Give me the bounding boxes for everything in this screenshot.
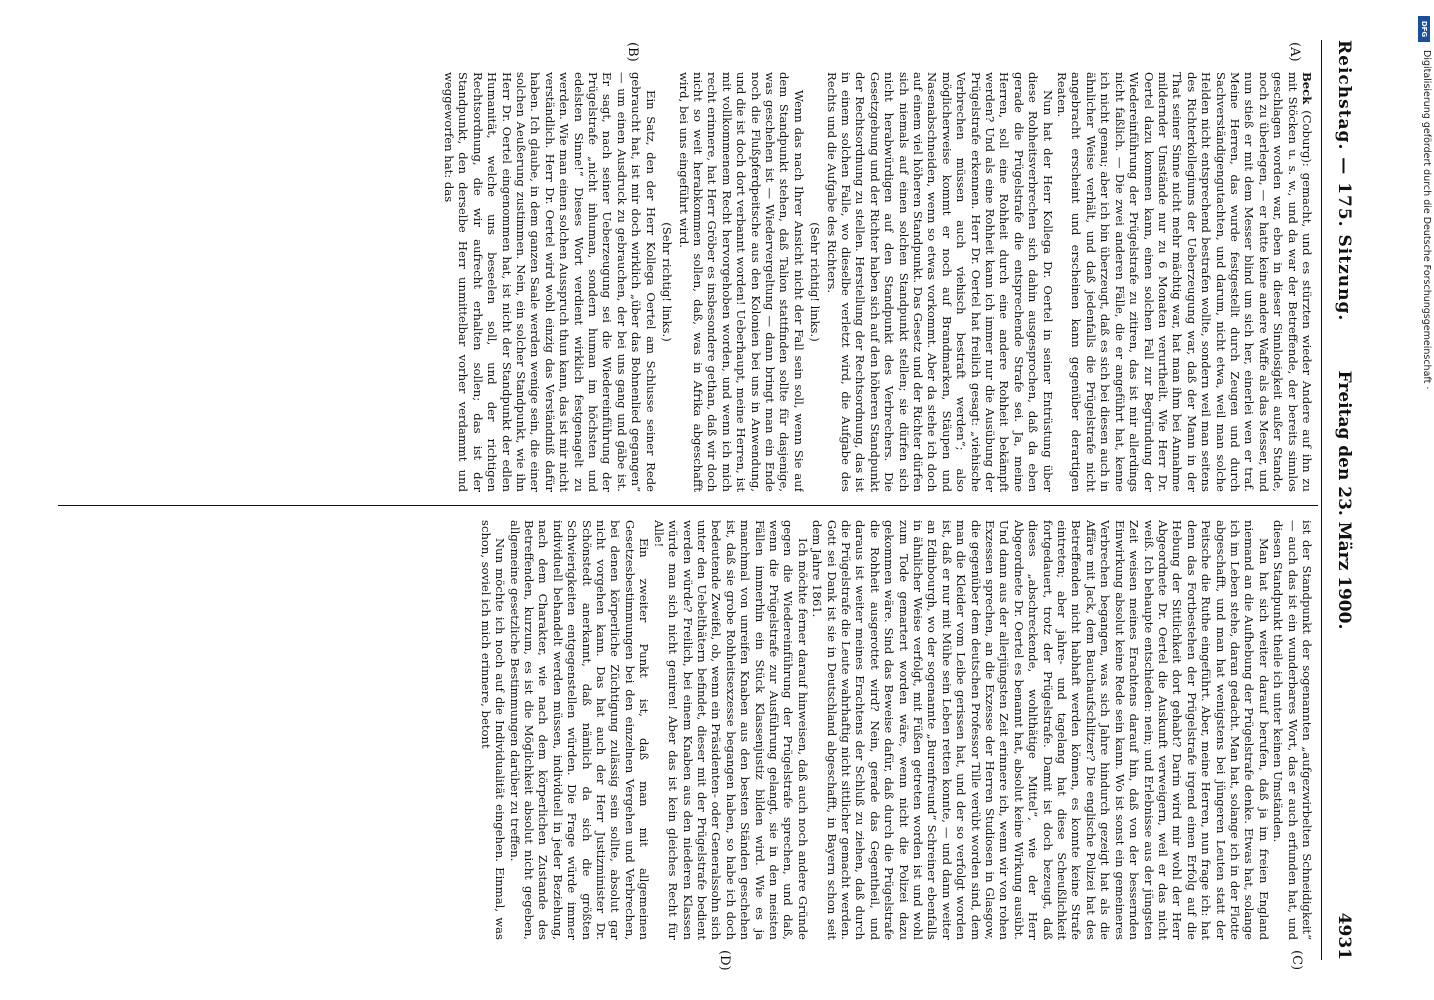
paragraph-text: gemacht, und es stürzten wieder Andere auf ihn zu mit Stöcken u. s. w., und da war der Betreffende, der bereits sinnlos geschlagen worden war, eben in dieser Sinnlosigkeit außer Stande, noch zu überlegen, — er hatte keine andere Waffe als das Messer, und nun stieß er mit dem Messer blind um sich her, einerlei wen er traf. Meine Herren, das wurde festgestellt durch Zeugen und durch Sachverständigengutachten, und darum, nicht etwa, weil man solche Helden nicht entsprechend bestrafen wollte, sondern weil man seitens des Richterkollegiums der Ueberzeugung war, daß der Mann in der That seiner Sinne nicht mehr mächtig war, hat man ihm bei Annahme mildernder Umstände nur zu 6 Monaten verurtheilt. Wie Herr Dr. Oertel dazu kommen kann, einen solchen Fall zur Begründung der Wiedereinführung der Prügelstrafe zu zitiren, das ist mir allerdings nicht faßlich. — Die zwei anderen Fälle, die er angeführt hat, kenne ich nicht genau; aber ich bin überzeugt, daß es sich bei diesen auch in ähnlicher Weise verhält, und daß jedenfalls die Prügelstrafe nicht angebracht erscheint und erscheinen kann gegenüber derartigen Reaten.	[1055, 72, 1314, 492]
column-divider	[58, 505, 1318, 506]
margin-marker-c: (C)	[1289, 950, 1304, 971]
paragraph: Ein Satz, den der Herr Kollega Oertel am Schlusse seiner Rede gebraucht hat, ist mir doch wirklich „über das Bohnenlied gegangen“ — um einen Ausdruck zu gebrauchen, der bei uns gang und gäbe ist. Er sagt, nach seiner Ueberzeugung sei die Wiedereinführung der Prügelstrafe „nicht inhuman, sondern human im höchsten und edelsten Sinne!“ Dieses Wort verdient wirklich festgenagelt zu werden. Wie man einen solchen Ausspruch thun kann, das ist mir nicht verständlich. Herr Dr. Oertel wird wohl einzig das Verständniß dafür haben. Ich glaube, in dem ganzen Saale werden wenige sein, die einer solchen Aeußerung zustimmen. Nein, ein solcher Standpunkt, wie ihn Herr Dr. Oertel eingenommen hat, ist nicht der Standpunkt der edlen Humanität, welche uns beseelen soll, und der richtigen Rechtsordnung, die wir aufrecht erhalten sollen; das ist der Standpunkt, den derselbe Herr unmittelbar vorher verdammt und weggeworfen hat: das	[442, 72, 658, 492]
page-header	[1326, 40, 1360, 960]
right-column	[58, 520, 1314, 940]
paragraph: Nun hat der Herr Kollega Dr. Oertel in seiner Entrüstung über diese Rohheitsverbrechen sich dahin ausgesprochen, daß da eben gerade die Prügelstrafe die entsprechende Strafe sei. Ja, meine Herren, soll eine Rohheit durch eine andere Rohheit bekämpft werden? Und als eine Rohheit kann ich immer nur die Ausübung der Prügelstrafe erkennen. Herr Dr. Oertel hat freilich gesagt: „viehische Verbrechen müssen auch viehisch bestraft werden“; also möglicherweise kommt er noch auf Brandmarken, Stäupen und Nasenabschneiden, wenn so etwas vorkommt. Aber da stehe ich doch auf einem viel höheren Standpunkt. Das Gesetz und der Richter dürfen sich niemals auf einen solchen Standpunkt stellen; sie dürfen sich nicht herabwürdigen auf den Standpunkt des Verbrechers. Die Gesetzgebung und der Richter haben sich auf den höheren Standpunkt der Rechtsordnung zu stellen. Herstellung der Rechtsordnung, das ist in einem solchen Falle, wo dieselbe verletzt wird, die Aufgabe des Rechts und die Aufgabe des Richters.	[824, 72, 1055, 492]
paragraph: Ein zweiter Punkt ist, daß man mit allgemeinen Gesetzesbestimmungen bei den einzelnen Vergehen und Verbrechen, bei denen körperliche Züchtigung zulässig sein sollte, absolut gar nicht vorgehen kann. Das hat auch der Herr Justizminister Dr. Schönstedt anerkannt, daß nämlich da sich die größten Schwierigkeiten entgegenstellen würden. Die Frage würde immer individuell behandelt werden müssen, individuell in jeder Beziehung, nach dem Charakter, wie nach dem körperlichen Zustande des Betreffenden, kurzum, es ist die Möglichkeit absolut nicht gegeben, allgemeine gesetzliche Bestimmungen darüber zu treffen.	[507, 520, 652, 940]
paragraph: Wenn das nach Ihrer Ansicht nicht der Fall sein soll, wenn Sie auf dem Standpunkt stehen, daß Talion stattfinden sollte für dasjenige, was geschehen ist — Wiedervergeltung — dann bringt man ein Ende noch die Flußpferdpeitsche aus den Kolonien bei uns in Anwendung, und die ist doch dort verbannt worden! Ueberhaupt, meine Herren, ist mit vollkommenem Recht hervorgehoben worden, und wenn ich mich recht erinnere, hat Herr Gröber es insbesondere gethan, daß wir doch nicht so weit herabkommen sollen, daß, was in Afrika abgeschafft wird, bei uns eingeführt wird.	[676, 72, 806, 492]
dfg-logo-text: DFG	[1420, 20, 1428, 38]
header-session: Reichstag. — 175. Sitzung.	[1334, 40, 1354, 322]
speaker-note: (Coburg):	[1300, 110, 1314, 167]
header-date: Freitag den 23. März 1900.	[1334, 370, 1354, 630]
margin-marker-b: (B)	[625, 42, 640, 62]
credit-text: Digitalisierung gefördert durch die Deutsche Forschungsgemeinschaft ·	[1421, 50, 1432, 390]
margin-marker-d: (D)	[717, 950, 732, 971]
paragraph: Ich möchte ferner darauf hinweisen, daß auch noch andere Gründe gegen die Wiedereinführung der Prügelstrafe sprechen, und daß, wenn die Prügelstrafe zur Ausführung gelangt, sie in den meisten Fällen immerhin ein Stück Klassenjustiz bilden wird. Wie es ja manchmal von unreifen Knaben aus den besten Ständen geschehen ist, daß sie grobe Rohheitsexzesse begangen haben, so habe ich doch bedeutende Zweifel, ob, wenn ein Präsidenten- oder Generalssohn sich unter den Uebelthätern befindet, dieser mit der Prügelstrafe bedient werden würde? Freilich, bei einem Knaben aus den niederen Klassen würde man sich nicht geniren! Aber das ist kein gleiches Recht für Alle!	[651, 520, 810, 940]
dfg-logo	[1418, 16, 1430, 42]
left-column	[58, 72, 1314, 492]
margin-marker-a: (A)	[1287, 42, 1302, 62]
paragraph	[1055, 72, 1314, 492]
interjection: (Sehr richtig! links.)	[660, 222, 675, 342]
paragraph: ist der Standpunkt der sogenannten „aufgezwirbelten Schneidigkeit“ — auch das ist ein wunderbares Wort, das er auch erfunden hat, und diesen Standpunkt theile ich unter keinen Umständen.	[1271, 520, 1314, 940]
digitization-credit	[1404, 10, 1434, 990]
page-number: 4931	[1334, 912, 1354, 960]
paragraph: Nun möchte ich noch auf die Individualität eingehen. Einmal, was schon, soviel ich mich erinnere, betont	[478, 520, 508, 940]
interjection: (Sehr richtig! links.)	[808, 222, 823, 342]
header-rule	[1321, 40, 1322, 960]
speaker-name: Beck	[1300, 72, 1314, 105]
paragraph: Man hat sich weiter darauf berufen, daß ja im freien England niemand an die Aufhebung der Prügelstrafe denke. Etwas hat, solange ich im Leben stehe, daran gedacht. Man hat, solange ich in der Flotte abgeschafft, und man hat wenigstens bei jüngeren Leuten statt der Peitsche die Ruthe eingeführt. Aber, meine Herren, nun frage ich: hat denn das Fortbestehen der Prügelstrafe irgend einen Erfolg auf die Hebung der Sittlichkeit dort gehabt? Darin wird mir wohl der Herr Abgeordnete Dr. Oertel die Auskunft verweigern, weil er das nicht weiß. Ich behaupte entschieden: nein; und Erlebnisse aus der jüngsten Zeit weisen meines Erachtens darauf hin, daß von der bessernden Einwirkung absolut keine Rede sein kann. Wo ist sonst ein gemeineres Verbrechen begangen, was sich Jahre hindurch gezeigt hat als die Affäre mit Jack, dem Bauchaufschlitzer? Die englische Polizei hat des Betreffenden nicht habhaft werden können, es konnte keine Strafe eintreten; aber jahre- und tagelang hat diese Scheußlichkeit fortgedauert, trotz der Prügelstrafe. Damit ist doch bezeugt, daß dieses „abschreckende, wohlthätige Mittel“, wie der Herr Abgeordnete Dr. Oertel es benannt hat, absolut keine Wirkung ausübt. Und dann aus der allerjüngsten Zeit erinnere ich, wenn wir von rohen Exzessen sprechen, an die Exzesse der Herren Studiosen in Glasgow, die gegenüber dem deutschen Professor Tille verübt worden sind, dem man die Kleider vom Leibe gerissen hat, und der so verfolgt worden ist, daß er nur mit Mühe sein Leben retten konnte, — und dann weiter an Edinbourgh, wo der sogenannte „Burenfreund“ Schreiner ebenfalls in ähnlicher Weise verfolgt, mit Füßen getreten worden ist und wohl zum Tode gemartert worden wäre, wenn nicht die Polizei dazu gekommen wäre. Sind das Beweise dafür, daß durch die Prügelstrafe die Rohheit ausgerottet wird? Nein, gerade das Gegentheil, und daraus ist weiter meines Erachtens der Schluß zu ziehen, daß durch die Prügelstrafe die Leute wahrhaftig nicht sittlicher gemacht werden. Gott sei Dank ist sie in Deutschland abgeschafft, in Bayern schon seit dem Jahre 1861.	[810, 520, 1271, 940]
